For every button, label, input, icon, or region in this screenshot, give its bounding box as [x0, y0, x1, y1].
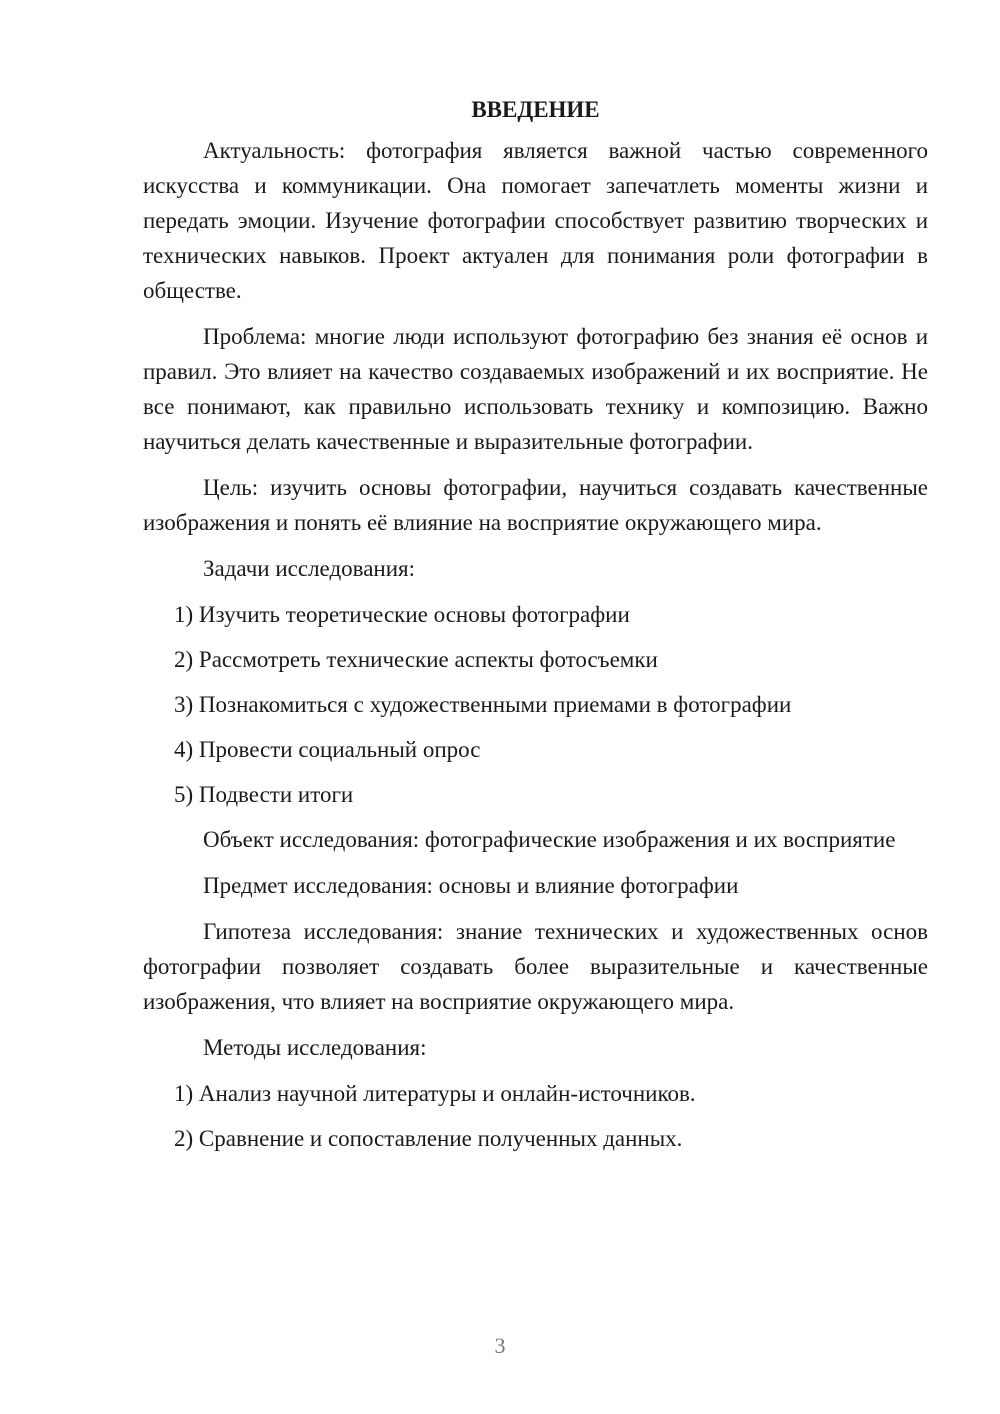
- object-paragraph: Объект исследования: фотографические изображения и их восприятие: [203, 827, 896, 852]
- methods-list: [143, 1076, 928, 1156]
- list-item: 2) Рассмотреть технические аспекты фотосъемки: [174, 647, 658, 672]
- problem-paragraph: Проблема: многие люди используют фотографию без знания её основ и правил. Это влияет на качество создаваемых изображений и их восприятие. Не все понимают, как правильно использовать технику и композицию. Важно научиться делать качественные и выразительные фотографии.: [143, 324, 928, 454]
- subject-paragraph: Предмет исследования: основы и влияние фотографии: [203, 873, 739, 898]
- list-item: 2) Сравнение и сопоставление полученных данных.: [174, 1126, 683, 1151]
- page-number: 3: [494, 1333, 506, 1358]
- document-page: [143, 92, 928, 1166]
- page-title: ВВЕДЕНИЕ: [471, 97, 600, 122]
- list-item: 3) Познакомиться с художественными приемами в фотографии: [174, 692, 792, 717]
- goal-paragraph: Цель: изучить основы фотографии, научиться создавать качественные изображения и понять её влияние на восприятие окружающего мира.: [143, 475, 928, 535]
- list-item: 1) Анализ научной литературы и онлайн-источников.: [174, 1081, 696, 1106]
- methods-heading: Методы исследования:: [203, 1035, 427, 1060]
- tasks-list: [143, 597, 928, 812]
- list-item: 1) Изучить теоретические основы фотографии: [174, 602, 630, 627]
- list-item: 5) Подвести итоги: [174, 782, 354, 807]
- hypothesis-paragraph: Гипотеза исследования: знание технических и художественных основ фотографии позволяет создавать более выразительные и качественные изображения, что влияет на восприятие окружающего мира.: [143, 919, 928, 1014]
- relevance-paragraph: Актуальность: фотография является важной частью современного искусства и коммуникации. Она помогает запечатлеть моменты жизни и передать эмоции. Изучение фотографии способствует развитию творческих и технических навыков. Проект актуален для понимания роли фотографии в обществе.: [143, 138, 928, 303]
- tasks-heading: Задачи исследования:: [203, 556, 416, 581]
- list-item: 4) Провести социальный опрос: [174, 737, 481, 762]
